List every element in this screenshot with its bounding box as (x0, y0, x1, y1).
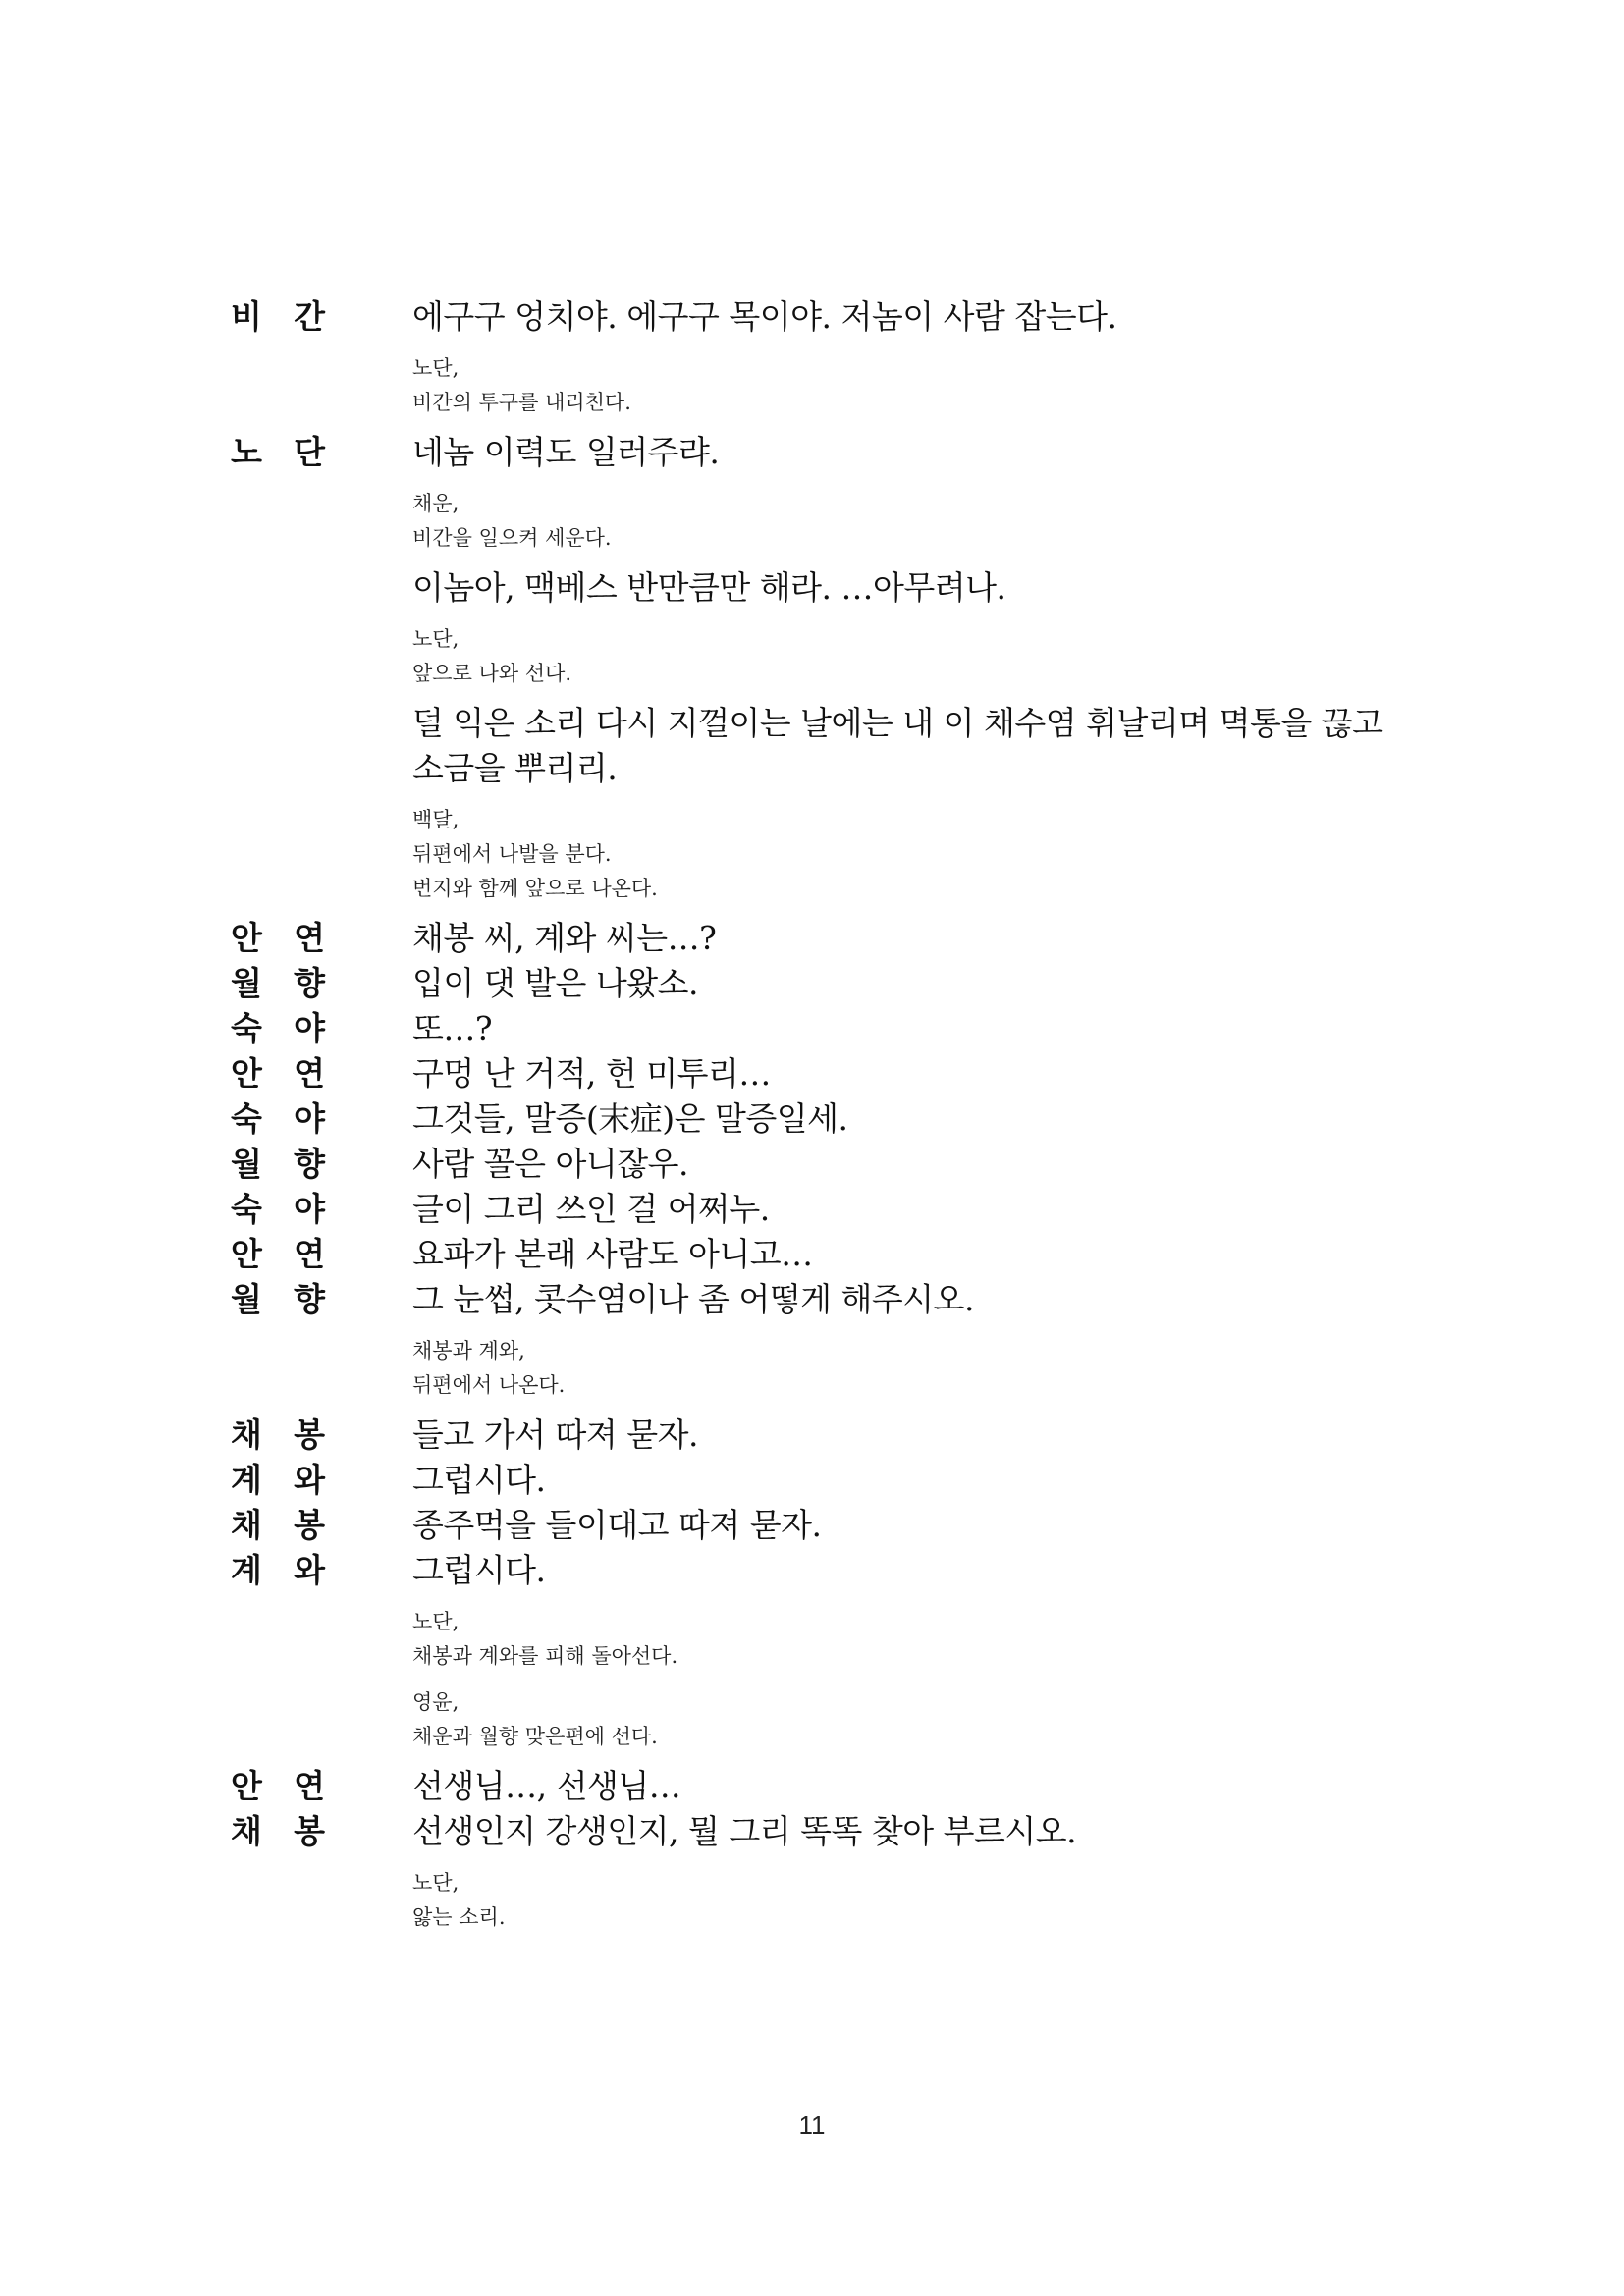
stage-direction (412, 1866, 1409, 1935)
dialogue-line (231, 1187, 1409, 1232)
stage-direction-line: 채운, (412, 492, 460, 515)
speaker-char: 채 (231, 1812, 262, 1850)
dialogue-text: 네놈 이력도 일러주랴. (412, 433, 720, 471)
dialogue-continuation: 이놈아, 맥베스 반만큼만 해라. …아무려나. (412, 568, 1006, 607)
stage-direction (412, 487, 1409, 556)
stage-direction-line: 뒤편에서 나발을 분다. (412, 842, 612, 866)
stage-direction-line: 노단, (412, 356, 460, 380)
speaker-name (231, 1187, 412, 1232)
stage-direction-line: 노단, (412, 627, 460, 651)
speaker-char: 채 (231, 1415, 262, 1454)
stage-direction-line: 비간을 일으켜 세운다. (412, 526, 612, 550)
stage-direction-line: 채봉과 계와, (412, 1339, 525, 1362)
speaker-char: 숙 (231, 1009, 262, 1047)
speaker-char: 와 (294, 1461, 325, 1499)
dialogue-line (231, 1142, 1409, 1187)
speaker-char: 연 (294, 919, 325, 957)
speaker-name (231, 1809, 412, 1854)
speaker-char: 향 (294, 964, 325, 1002)
stage-direction (412, 1685, 1409, 1754)
dialogue-line (231, 1006, 1409, 1051)
dialogue-line (231, 1458, 1409, 1503)
dialogue-line (231, 1051, 1409, 1096)
speaker-char: 채 (231, 1506, 262, 1544)
speaker-char: 숙 (231, 1190, 262, 1228)
speaker-char: 봉 (294, 1415, 325, 1454)
speaker-char: 단 (294, 433, 325, 471)
stage-direction (412, 351, 1409, 420)
script-body (231, 294, 1409, 1939)
dialogue-continuation: 덜 익은 소리 다시 지껄이는 날에는 내 이 채수염 휘날리며 멱통을 끊고 소금을 뿌리리. (412, 704, 1383, 787)
speaker-char: 월 (231, 964, 262, 1002)
page-number: 11 (798, 2110, 826, 2140)
stage-direction-line: 앞으로 나와 선다. (412, 662, 572, 685)
dialogue-text: 구멍 난 거적, 헌 미투리… (412, 1054, 771, 1093)
speaker-char: 와 (294, 1551, 325, 1589)
speaker-name (231, 916, 412, 961)
speaker-name (231, 1458, 412, 1503)
dialogue-line (231, 1764, 1409, 1809)
speaker-char: 봉 (294, 1506, 325, 1544)
speaker-char: 월 (231, 1280, 262, 1318)
dialogue-text: 채봉 씨, 계와 씨는…? (412, 919, 717, 957)
dialogue-text: 요파가 본래 사람도 아니고… (412, 1235, 813, 1273)
speaker-name (231, 1503, 412, 1548)
speaker-char: 향 (294, 1280, 325, 1318)
stage-direction (412, 1605, 1409, 1674)
dialogue-line (231, 961, 1409, 1006)
dialogue-line (231, 430, 1409, 475)
stage-direction-line: 채봉과 계와를 피해 돌아선다. (412, 1644, 678, 1668)
speaker-char: 야 (294, 1009, 325, 1047)
speaker-char: 계 (231, 1461, 262, 1499)
dialogue-text: 들고 가서 따져 묻자. (412, 1415, 698, 1454)
stage-direction-line: 뒤편에서 나온다. (412, 1373, 566, 1397)
speaker-name (231, 961, 412, 1006)
speaker-name (231, 1142, 412, 1187)
speaker-char: 연 (294, 1235, 325, 1273)
dialogue-line (231, 294, 1409, 340)
speaker-char: 연 (294, 1767, 325, 1805)
dialogue-text: 에구구 엉치야. 에구구 목이야. 저놈이 사람 잡는다. (412, 297, 1117, 336)
speaker-char: 안 (231, 919, 262, 957)
stage-direction-line: 비간의 투구를 내리친다. (412, 391, 631, 414)
speaker-char: 안 (231, 1235, 262, 1273)
stage-direction-line: 앓는 소리. (412, 1905, 506, 1929)
speaker-name (231, 294, 412, 340)
speaker-name (231, 1232, 412, 1277)
dialogue-line (231, 1277, 1409, 1322)
speaker-name (231, 1548, 412, 1593)
stage-direction-line: 채운과 월향 맞은편에 선다. (412, 1725, 658, 1748)
dialogue-line (231, 1232, 1409, 1277)
speaker-name (231, 1006, 412, 1051)
speaker-char: 안 (231, 1054, 262, 1093)
speaker-name (231, 430, 412, 475)
dialogue-text: 또…? (412, 1009, 493, 1047)
speaker-name (231, 1051, 412, 1096)
dialogue-text: 선생인지 강생인지, 뭘 그리 똑똑 찾아 부르시오. (412, 1812, 1077, 1850)
speaker-char: 노 (231, 433, 262, 471)
dialogue-line (231, 1503, 1409, 1548)
stage-direction-line: 영윤, (412, 1690, 460, 1714)
speaker-char: 연 (294, 1054, 325, 1093)
dialogue-text: 선생님…, 선생님… (412, 1767, 681, 1805)
dialogue-line (231, 1096, 1409, 1142)
speaker-char: 간 (294, 297, 325, 336)
dialogue-line (231, 1809, 1409, 1854)
stage-direction (412, 803, 1409, 906)
speaker-char: 월 (231, 1145, 262, 1183)
stage-direction-line: 번지와 함께 앞으로 나온다. (412, 877, 658, 900)
dialogue-text: 그것들, 말증(末症)은 말증일세. (412, 1099, 848, 1138)
stage-direction-line: 백달, (412, 808, 460, 831)
speaker-char: 안 (231, 1767, 262, 1805)
dialogue-line (231, 916, 1409, 961)
speaker-char: 야 (294, 1099, 325, 1138)
speaker-name (231, 1413, 412, 1458)
stage-direction (412, 622, 1409, 691)
speaker-char: 향 (294, 1145, 325, 1183)
dialogue-text: 입이 댓 발은 나왔소. (412, 964, 698, 1002)
speaker-char: 야 (294, 1190, 325, 1228)
dialogue-text: 그럽시다. (412, 1551, 546, 1589)
speaker-name (231, 1277, 412, 1322)
dialogue-line (231, 1413, 1409, 1458)
dialogue-text: 사람 꼴은 아니잖우. (412, 1145, 688, 1183)
dialogue-text: 그럽시다. (412, 1461, 546, 1499)
speaker-char: 계 (231, 1551, 262, 1589)
dialogue-text: 그 눈썹, 콧수염이나 좀 어떻게 해주시오. (412, 1280, 974, 1318)
stage-direction-line: 노단, (412, 1871, 460, 1895)
stage-direction (412, 1334, 1409, 1403)
dialogue-text: 종주먹을 들이대고 따져 묻자. (412, 1506, 822, 1544)
speaker-name (231, 1764, 412, 1809)
speaker-char: 비 (231, 297, 262, 336)
dialogue-text: 글이 그리 쓰인 걸 어쩌누. (412, 1190, 770, 1228)
speaker-char: 봉 (294, 1812, 325, 1850)
stage-direction-line: 노단, (412, 1610, 460, 1633)
speaker-char: 숙 (231, 1099, 262, 1138)
dialogue-line (231, 1548, 1409, 1593)
speaker-name (231, 1096, 412, 1142)
